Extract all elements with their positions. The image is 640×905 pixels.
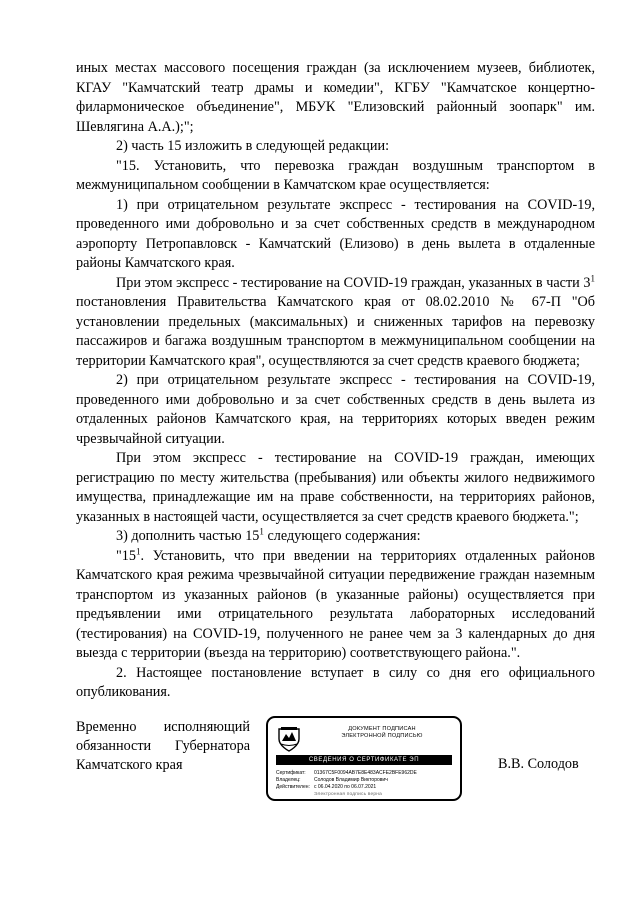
paragraph-text: 1) при отрицательном результате экспресс - тестирования на COVID-19, проведенного ими добровольно и за счет собственных средств в международном аэропорту Петропавловск - Камчатский (Елизово) в день вылета в отдаленные районы Камчатского края. (76, 196, 595, 271)
stamp-row-validity (276, 784, 454, 791)
paragraph-text: "15. Установить, что перевозка граждан воздушным транспортом в межмуниципальном сообщении в Камчатском крае осуществляется: (76, 157, 595, 193)
stamp-row-label: Сертификат: (276, 770, 306, 776)
stamp-row-certificate (276, 770, 454, 777)
paragraph (76, 449, 595, 527)
electronic-signature-stamp (266, 716, 462, 801)
stamp-header-line: ЭЛЕКТРОННОЙ ПОДПИСЬЮ (341, 733, 423, 739)
paragraph (76, 664, 595, 703)
signatory-position-line: обязанности Губернатора (76, 738, 250, 754)
superscript: 1 (135, 545, 141, 556)
stamp-row-label: Владелец: (276, 777, 301, 783)
paragraph-text: "15 (116, 547, 136, 564)
signatory-position-line: Временно исполняющий (76, 719, 250, 735)
stamp-footer: Электронная подпись верна (314, 792, 382, 797)
stamp-row-label: Действителен: (276, 784, 310, 790)
stamp-certificate-bar: СВЕДЕНИЯ О СЕРТИФИКАТЕ ЭП (276, 755, 452, 765)
paragraph-text: 3) дополнить частью 15 (116, 528, 260, 544)
paragraph (76, 527, 595, 547)
superscript: 1 (590, 272, 595, 283)
paragraph-text: При этом экспресс - тестирование на COVID-19 граждан, имеющих регистрацию по месту жительства (пребывания) или объекты жилого недвижимого имущества, принадлежащие им на праве собственности, на территориях районов, указанных в настоящей части, осуществляется за счет средств краевого бюджета."; (76, 450, 595, 525)
stamp-row-value: с 06.04.2020 по 06.07.2021 (314, 784, 377, 790)
coat-of-arms-icon (277, 726, 301, 752)
paragraph (76, 547, 595, 664)
paragraph (76, 371, 595, 449)
paragraph (76, 157, 595, 196)
signatory-name: В.В. Солодов (498, 756, 579, 772)
paragraph-text: иных местах массового посещения граждан (за исключением музеев, библиотек, КГАУ "Камчатский театр драмы и комедии", КГБУ "Камчатское концертно-филармоническое объединение", МБУК "Елизовский районный зоопарк" им. Шевлягина А.А.);"; (76, 60, 595, 135)
document-body (76, 59, 595, 703)
stamp-row-value: 01367C5F0094AB7E8E483ACFE2BFE962DE (314, 770, 417, 776)
signatory-position (76, 718, 250, 775)
stamp-certificate-rows (276, 770, 454, 791)
stamp-header (312, 726, 452, 740)
stamp-header-line: ДОКУМЕНТ ПОДПИСАН (348, 726, 416, 732)
superscript: 1 (259, 526, 264, 537)
paragraph-text: постановления Правительства Камчатского края от 08.02.2010 № 67-П "Об установлении предельных (максимальных) и сниженных тарифов на перевозку пассажиров и багажа воздушным транспортом в межмуниципальном сообщении на территории Камчатского края", осуществляются за счет средств краевого бюджета; (76, 294, 595, 369)
paragraph-text: 2) часть 15 изложить в следующей редакции: (116, 138, 390, 154)
signatory-position-line: Камчатского края (76, 757, 183, 773)
paragraph (76, 59, 595, 137)
paragraph (76, 196, 595, 274)
paragraph-text: следующего содержания: (263, 528, 421, 544)
stamp-row-owner (276, 777, 454, 784)
stamp-row-value: Солодов Владимир Викторович (314, 777, 388, 783)
paragraph (76, 137, 595, 157)
paragraph-text: 2. Настоящее постановление вступает в силу со дня его официального опубликования. (76, 664, 595, 700)
paragraph-text: При этом экспресс - тестирование на COVID-19 граждан, указанных в части 3 (116, 274, 591, 291)
paragraph-text: . Установить, что при введении на территориях отдаленных районов Камчатского края режима чрезвычайной ситуации передвижение граждан наземным транспортом из указанных районов (в указанные районы) осуществляется при предъявлении ими отрицательного результата лабораторных исследований (тестирования) на COVID-19, полученного не ранее чем за 3 календарных до дня выезда с территории (въезда на территорию) соответствующего района.". (76, 547, 595, 661)
paragraph-text: 2) при отрицательном результате экспресс - тестирования на COVID-19, проведенного ими добровольно и за счет собственных средств в день вылета из отдаленных районов Камчатского края, на территориях которых введен режим чрезвычайной ситуации. (76, 372, 595, 447)
paragraph (76, 274, 595, 372)
